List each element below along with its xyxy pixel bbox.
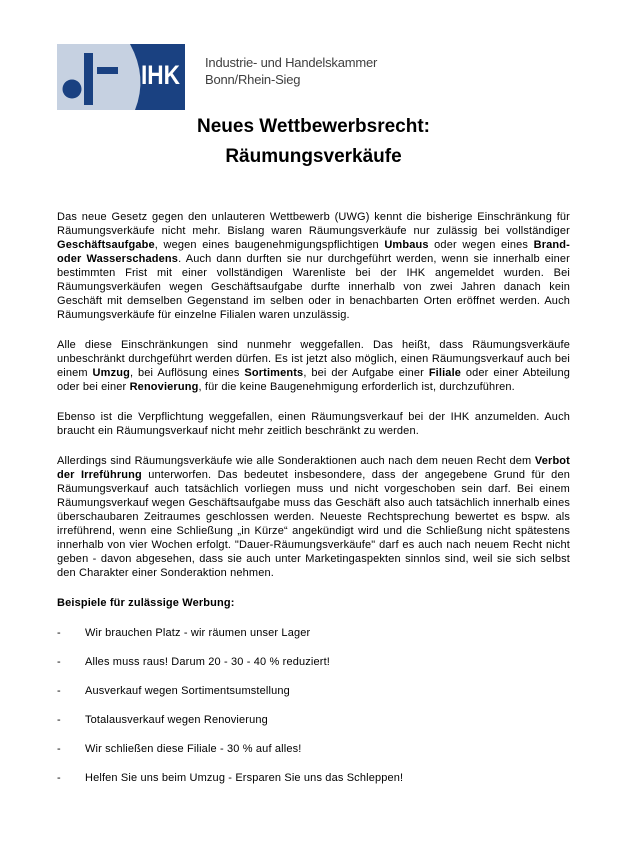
page-title-line2: Räumungsverkäufe xyxy=(225,146,402,167)
bullet-dash-icon: - xyxy=(57,656,61,668)
bold-term: Umbaus xyxy=(384,239,429,251)
list-item xyxy=(57,684,570,698)
bullet-dash-icon: - xyxy=(57,685,61,697)
bold-term: Filiale xyxy=(428,367,462,379)
logo-dot-icon xyxy=(63,80,82,99)
text-segment: , für die keine Baugenehmigung erforderlich ist, durchzuführen. xyxy=(198,381,515,393)
paragraph-2 xyxy=(57,338,570,394)
text-segment: . Auch dann durften sie nur durchgeführt werden, wenn sie innerhalb einer bestimmten Frist mit einer vollständigen Warenliste bei der IHK angemeldet wurden. Bei Räumungsverkäufen wegen Geschäftsaufgabe durfte innerhalb von zwei Jahren danach kein Geschäft mit demselben Gegenstand im selben oder in benachbarten Orten eröffnet werden. Auch Räumungsverkäufe für einzelne Filialen waren unzulässig. xyxy=(57,253,570,321)
page-title xyxy=(57,112,570,172)
list-item-text: Wir schließen diese Filiale - 30 % auf alles! xyxy=(85,743,302,755)
paragraph-1 xyxy=(57,210,570,322)
list-item-text: Wir brauchen Platz - wir räumen unser Lager xyxy=(85,627,311,639)
text-segment: Allerdings sind Räumungsverkäufe wie alle Sonderaktionen auch nach dem neuen Recht dem xyxy=(57,455,535,467)
examples-list xyxy=(57,626,570,785)
text-segment: , bei der Aufgabe einer xyxy=(303,367,429,379)
list-item-text: Totalausverkauf wegen Renovierung xyxy=(85,714,268,726)
logo-vertical-bar-icon xyxy=(84,53,93,105)
list-item-text: Alles muss raus! Darum 20 - 30 - 40 % reduziert! xyxy=(85,656,331,668)
org-name-line1: Industrie- und Handelskammer xyxy=(205,55,378,70)
bold-term: Umzug xyxy=(92,367,130,379)
bold-term: Verbot der Irreführung xyxy=(57,455,570,481)
text-segment: oder wegen eines xyxy=(428,239,534,251)
list-item-text: Helfen Sie uns beim Umzug - Ersparen Sie uns das Schleppen! xyxy=(85,772,404,784)
paragraph-4 xyxy=(57,454,570,580)
document-body xyxy=(57,210,570,800)
list-item xyxy=(57,742,570,756)
list-item xyxy=(57,771,570,785)
text-segment: Ebenso ist die Verpflichtung weggefallen, einen Räumungsverkauf bei der IHK anzumelden. Auch braucht ein Räumungsverkauf nicht mehr zeitlich beschränkt zu werden. xyxy=(57,411,570,437)
organization-name xyxy=(205,55,377,88)
text-segment: unterworfen. Das bedeutet insbesondere, dass der angegebene Grund für den Räumungsverkauf auch tatsächlich vorliegen muss und nicht vorgeschoben sein darf. Bei einem Räumungsverkauf wegen Geschäftsaufgabe muss das Geschäft also auch tatsächlich innerhalb eines überschaubaren Zeitraumes geschlossen werden. Neueste Rechtsprechung bewertet es bspw. als irreführend, wenn eine Schließung „in Kürze“ angekündigt wird und die Schließung nicht spätestens innerhalb von vier Wochen erfolgt. "Dauer-Räumungsverkäufe" darf es auch nach neuem Recht nicht geben - davon abgesehen, dass sie auch unter Marketingaspekten sinnlos sind, weil sie sich selbst den Charakter einer Sonderaktion nehmen. xyxy=(57,469,570,579)
logo-dash-icon xyxy=(97,67,118,74)
list-item-text: Ausverkauf wegen Sortimentsumstellung xyxy=(85,685,290,697)
bold-term: Renovierung xyxy=(129,381,199,393)
paragraph-3 xyxy=(57,410,570,438)
bold-term: Brand- oder Wasserschadens xyxy=(57,239,570,265)
examples-heading: Beispiele für zulässige Werbung: xyxy=(57,597,235,609)
logo-ihk-letters: IHK xyxy=(141,60,181,90)
ihk-logo xyxy=(57,44,185,110)
bullet-dash-icon: - xyxy=(57,714,61,726)
bullet-dash-icon: - xyxy=(57,743,61,755)
page-title-line1: Neues Wettbewerbsrecht: xyxy=(197,116,430,137)
text-segment: Das neue Gesetz gegen den unlauteren Wettbewerb (UWG) kennt die bisherige Einschränkung für Räumungsverkäufe nicht mehr. Bislang waren Räumungsverkäufe nur zulässig bei vollständiger xyxy=(57,211,570,237)
ihk-logo-icon xyxy=(57,44,185,110)
bold-term: Geschäftsaufgabe xyxy=(57,239,155,251)
list-item xyxy=(57,655,570,669)
bullet-dash-icon: - xyxy=(57,627,61,639)
text-segment: oder einer Abteilung oder bei einer xyxy=(57,367,570,393)
list-item xyxy=(57,626,570,640)
text-segment: , wegen eines baugenehmigungspflichtigen xyxy=(154,239,385,251)
bullet-dash-icon: - xyxy=(57,772,61,784)
text-segment: , bei Auflösung eines xyxy=(129,367,245,379)
text-segment: Alle diese Einschränkungen sind nunmehr weggefallen. Das heißt, dass Räumungsverkäufe unbeschränkt durchgeführt werden dürfen. Es ist jetzt also möglich, einen Räumungsverkauf auch bei einem xyxy=(57,339,570,379)
list-item xyxy=(57,713,570,727)
bold-term: Sortiments xyxy=(244,367,304,379)
org-name-line2: Bonn/Rhein-Sieg xyxy=(205,71,301,87)
